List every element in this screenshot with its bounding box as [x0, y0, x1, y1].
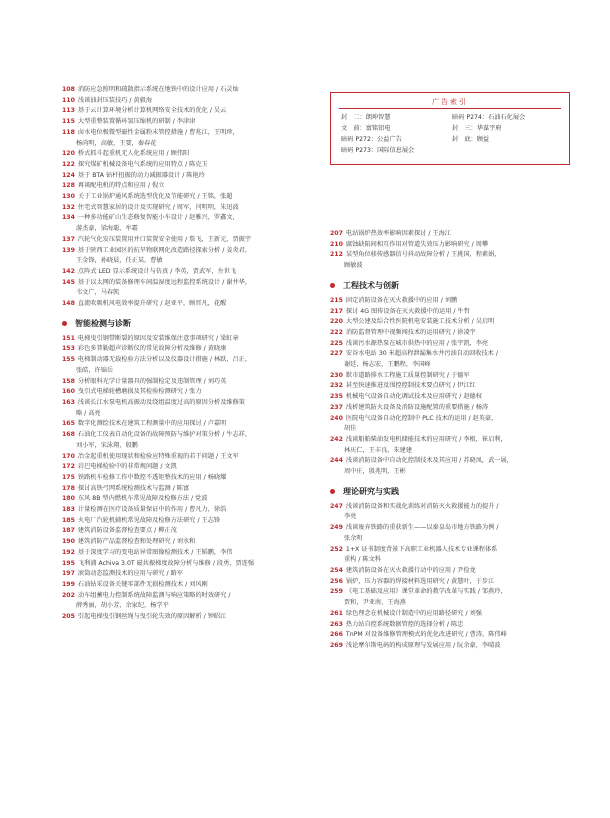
entry-list-right-c	[330, 502, 575, 652]
right-column	[330, 229, 575, 652]
toc-entry	[62, 149, 317, 160]
entry-title: 大型重整装置循环氢压缩机的研制 / 李津津	[77, 118, 196, 126]
ad-index-title: 广告索引	[432, 98, 468, 106]
entry-title: 浅谈污水源热泵在城市供热中的应用 / 张宇凯，李亮	[345, 339, 489, 347]
page-number: 108	[62, 86, 75, 93]
toc-entry	[330, 609, 575, 620]
page-number: 118	[62, 128, 75, 136]
entry-title: 甚至快速推进及围控控制技术要点研究 / 伊江红	[345, 382, 476, 390]
entry-title: 石油化工仪表自动化设备的故障预防与维护对策分析 / 牛志祥，	[77, 431, 252, 439]
entry-title: 王金锋，孙晓晨，任正某，曹敏	[76, 257, 163, 265]
entry-title: 曳引式电梯轮槽磨损及其检验检测研究 / 张力	[77, 388, 202, 396]
entry-title: 重构 / 陈文科	[344, 556, 381, 564]
page-number: 230	[330, 371, 343, 379]
page-number: 165	[62, 420, 75, 428]
toc-entry	[62, 278, 317, 289]
entry-title: 再谈配电机的特点和应用 / 倪立	[77, 182, 165, 190]
ad-index-divider	[339, 108, 561, 109]
toc-entry	[62, 235, 317, 246]
entry-title: 探究煤矿机械设备电气系统的应用特点 / 陈克玉	[77, 160, 208, 168]
page-number: 220	[330, 318, 343, 326]
entry-title: 浅析建筑防火设备及消防设施配置的重要措施 / 杨涛	[345, 403, 489, 411]
ad-index-cell: 暗码 P272：公益广告	[341, 136, 402, 143]
toc-entry	[62, 591, 317, 602]
toc-entry	[330, 566, 575, 577]
page-number: 269	[330, 641, 343, 649]
page-number: 235	[330, 393, 343, 401]
toc-entry	[62, 299, 317, 310]
page-number: 225	[330, 339, 343, 347]
entry-title: 刘小军，宋泳翔，殷鹏	[76, 441, 138, 449]
entry-title: 胡佳	[344, 425, 357, 433]
entry-title: 韦文广，马春凯	[76, 289, 120, 297]
toc-entry	[330, 296, 575, 307]
entry-title: 机械电气设备自动化调试技术及应用研究 / 赵德权	[345, 393, 482, 401]
toc-entry	[330, 349, 575, 360]
toc-entry	[62, 516, 317, 527]
entry-title: TnPM 对设备维修管理模式的优化改进研究 / 曹涛，陈伟峰	[345, 631, 507, 639]
page-number: 113	[62, 107, 75, 115]
ad-index-cell: 文 前：富铭铝电	[341, 125, 391, 132]
toc-entry	[330, 339, 575, 350]
entry-title: 住宅式智慧家居的设计及实现研究 / 周军，闫明明，朱迅波	[77, 203, 239, 211]
entry-title: 分析眼科光学计量器具的强制检定及违制管理 / 刘巧英	[77, 377, 227, 385]
entry-title: 浅谈油封压装技巧 / 黄毅海	[77, 96, 153, 104]
toc-entry	[330, 502, 575, 513]
toc-entry	[62, 398, 317, 409]
entry-title: 卤水电位极微型磁性金属粉末管控措施 / 曹兆江，王明珍，	[77, 128, 239, 136]
page-number: 212	[330, 251, 343, 259]
page-number: 242	[330, 435, 343, 443]
entry-title: 基于云计算环境分析计算机网络安全技术的优化 / 吴云	[77, 107, 227, 115]
bullet-dot-icon	[330, 283, 335, 288]
page-number: 192	[62, 548, 75, 556]
toc-entry	[330, 446, 575, 457]
toc-entry	[62, 387, 317, 398]
page-number: 210	[330, 240, 343, 248]
entry-title: 谢廷，杨志宏，王鹏程，李国峰	[344, 361, 431, 369]
ad-index-row	[341, 134, 563, 145]
entry-title: 张皓，许锦岳	[76, 366, 114, 374]
page-number: 172	[62, 463, 75, 471]
page-number: 205	[62, 613, 75, 621]
toc-entry	[330, 328, 575, 339]
toc-entry	[62, 377, 317, 388]
ad-index-items	[341, 112, 563, 156]
section-heading-label: 智能检测与诊断	[75, 318, 131, 328]
entry-title: 浅谈消防设备中自动化控制技术及其应用 / 苏晓凤，武一展，	[345, 457, 513, 465]
entry-title: 建筑消防设备在灭火救援行动中的应用 / 尹俭龙	[345, 566, 476, 574]
toc-entry	[62, 612, 317, 623]
toc-entry	[330, 317, 575, 328]
toc-entry	[330, 587, 575, 598]
toc-entry	[330, 403, 575, 414]
entry-title: 腐蚀缺陷间相互作用对管道失效压力影响研究 / 周攀	[345, 240, 489, 248]
entry-title: 石油钻采设备关键零部件无损检测技术 / 刘风刚	[77, 580, 208, 588]
toc-entry	[62, 366, 317, 377]
entry-title: 滚筒动态监测技术的应用与研究 / 路军	[77, 570, 183, 578]
toc-entry	[62, 171, 317, 182]
page-number: 128	[62, 182, 75, 190]
page-number: 202	[62, 591, 75, 599]
ad-index-cell: 封 底：顾益	[452, 136, 490, 143]
page-number: 195	[62, 559, 75, 567]
ad-index-row	[341, 145, 563, 156]
entry-title: 点阵式 LED 显示系统设计与仿真 / 李英，贾武军，左世飞	[77, 267, 237, 275]
entry-title: 一种多功能矿山生态修复智能小车设计 / 赵雅兴，罗鑫文，	[77, 214, 239, 222]
entry-title: 固定消防设备在灭火救援中的应用 / 刘鹏	[345, 296, 458, 304]
section-heading-intelligent-detection	[62, 318, 317, 329]
toc-entry	[330, 307, 575, 318]
entry-title: 绿色理念在机械设计制造中的应用路径研究 / 刘强	[345, 609, 482, 617]
toc-entry	[62, 85, 317, 96]
entry-title: 冶金起重机使用现状和检验应特殊重视的若干问题 / 王文军	[77, 452, 239, 460]
toc-entry	[330, 371, 575, 382]
toc-entry	[62, 548, 317, 559]
ad-index-cell: 暗码 P274：石油石化展会	[452, 114, 526, 121]
page-number: 247	[330, 502, 343, 510]
toc-entry	[62, 106, 317, 117]
toc-entry	[62, 117, 317, 128]
entry-title: 浅谈消防设备和实战化训练对消防灭火救援能力的提升 /	[345, 502, 499, 510]
entry-title: 李亮	[344, 513, 357, 521]
entry-title: 直流吹吸机风电效率提升研究 / 赵亚平，顾晋凡，花醒	[77, 300, 227, 308]
toc-entry	[62, 473, 317, 484]
toc-entry	[62, 452, 317, 463]
toc-entry	[62, 160, 317, 171]
entry-title: 建筑消防设备监督检查要点 / 柳正茂	[77, 527, 177, 535]
page-number: 168	[62, 431, 75, 439]
toc-entry	[62, 409, 317, 420]
entry-title: 浅谈长江水泵电机高振动及绕组温度过高的原因分析及维修策	[77, 398, 245, 406]
toc-entry	[330, 545, 575, 556]
entry-title: 略 / 高亮	[76, 409, 101, 417]
toc-entry	[62, 334, 317, 345]
entry-title: 东风 8B 型内燃机车常见故障及检修方法 / 党波	[77, 495, 208, 503]
section-heading-label: 理论研究与实践	[343, 486, 399, 496]
page-number: 207	[330, 230, 343, 237]
toc-entry	[62, 192, 317, 203]
entry-title: 基于深度学习的变电站异常图像检测技术 / 王韬鹏，李伟	[77, 548, 233, 556]
toc-entry	[62, 224, 317, 235]
entry-title: 汽轮气化发压装置用并口装置安全使用 / 詹飞，王新元，贾振宇	[77, 235, 252, 243]
entry-title: 浅论摩尔斯电码的构成原理与发展应用 / 阮余豪，李晴波	[345, 641, 501, 649]
entry-list-right-b	[330, 296, 575, 478]
entry-title: 杨尚明，高敏，王要，秦春花	[76, 139, 157, 147]
page-number: 244	[330, 457, 343, 465]
toc-entry	[62, 213, 317, 224]
bullet-dot-icon	[62, 321, 67, 326]
page-number: 227	[330, 350, 343, 358]
toc-entry	[62, 344, 317, 355]
page-number: 180	[62, 495, 75, 503]
ad-index-box	[330, 92, 570, 165]
page-number: 145	[62, 278, 75, 286]
entry-title: 某型角位移传感器信号抖动故障分析 / 王挑国，程素娟，	[345, 251, 501, 259]
entry-title: 引起电梯曳引钢丝绳与曳引轮失效的原因解析 / 钟昭江	[77, 613, 227, 621]
page-number: 183	[62, 506, 75, 514]
page-number: 256	[330, 577, 343, 585]
entry-title: 关于工业锅炉通风系统选型优化及节能研究 / 王铭，张超	[77, 193, 233, 201]
page-number: 148	[62, 300, 75, 308]
page-number: 197	[62, 570, 75, 578]
left-column	[62, 85, 317, 623]
entry-title: 默市道路排水工程施工质量控制研究 / 于德军	[345, 371, 470, 379]
ad-index-cell	[452, 145, 563, 156]
ad-index-row	[341, 112, 563, 123]
toc-entry	[330, 240, 575, 251]
entry-title: 建筑消防产品监督检查和处理研究 / 刘水和	[77, 538, 196, 546]
section-heading-label: 工程技术与创新	[343, 280, 399, 290]
entry-title: 数字化测绘技术在建筑工程测量中的应用探讨 / 卢嘉明	[77, 420, 227, 428]
toc-entry	[62, 537, 317, 548]
page-number: 222	[330, 328, 343, 336]
entry-title: 大型公建及综合性医院机电安装施工技术分析 / 吴启明	[345, 318, 495, 326]
page-number: 263	[330, 620, 343, 628]
toc-entry	[62, 484, 317, 495]
page-number: 130	[62, 193, 75, 201]
entry-title: 《电工基础及应用》课堂革命的教学改革与实践 / 邹燕玲，	[345, 588, 507, 596]
entry-title: 基于 BTA 钻杆扭振的动力减振器设计 / 陈艳玲	[77, 171, 205, 179]
page-number: 158	[62, 377, 75, 385]
entry-title: 消防监督管理中视频闯技术的运用研究 / 徐凌宇	[345, 328, 476, 336]
entry-list-right-a	[330, 229, 575, 272]
entry-title: 彩色多普勒超声诊断仪的常见故障分析及维修 / 黄晓康	[77, 345, 227, 353]
toc-entry	[62, 559, 317, 570]
toc-entry	[62, 256, 317, 267]
toc-entry	[62, 494, 317, 505]
entry-title: 火电厂汽轮机辅机常见故障及检修方法研究 / 王志锋	[77, 516, 221, 524]
entry-title: 贾和，尹亚南，王海燕	[344, 599, 406, 607]
entry-title: 安谷水电站 30 米超高程泄漏集水井污油自动回收技术 /	[345, 350, 498, 358]
entry-title: 基于陕西工业园区的抗旱物联网化改造路径探索分析 / 姜炎君，	[77, 246, 252, 254]
toc-entry	[62, 267, 317, 278]
entry-title: 电梯曳引钢带断裂的原因及安装维保注意事项研究 / 梁虹章	[77, 334, 239, 342]
entry-title: 锅炉，压力容器的焊接材料选用研究 / 黄慧叶，于步江	[345, 577, 495, 585]
toc-entry	[330, 512, 575, 523]
toc-entry	[330, 261, 575, 272]
toc-entry	[62, 601, 317, 612]
page-number: 232	[330, 382, 343, 390]
toc-entry	[62, 430, 317, 441]
toc-entry	[62, 462, 317, 473]
toc-entry	[62, 128, 317, 139]
toc-entry	[62, 181, 317, 192]
page-number: 215	[330, 296, 343, 304]
section-heading-theory	[330, 486, 575, 497]
bullet-dot-icon	[330, 489, 335, 494]
toc-entry	[330, 598, 575, 609]
page-number: 134	[62, 214, 75, 222]
page-number: 160	[62, 388, 75, 396]
entry-title: 动车组蓄电力控制系统故障监测与响应策略的时效研究 /	[77, 591, 231, 599]
page-number: 259	[330, 588, 343, 596]
toc-entry	[62, 355, 317, 366]
page-number: 175	[62, 473, 75, 481]
page-number: 199	[62, 580, 75, 588]
page-number: 217	[330, 307, 343, 315]
toc-entry	[330, 424, 575, 435]
entry-list-left-a	[62, 85, 317, 310]
page-number: 254	[330, 566, 343, 574]
toc-entry	[330, 414, 575, 425]
entry-title: 浅谈废弃铁路的重获新生——以秦皇岛市地方铁路为例 /	[345, 524, 499, 532]
page-number: 153	[62, 345, 75, 353]
page-number: 178	[62, 484, 75, 492]
toc-entry	[62, 419, 317, 430]
page-number: 190	[62, 538, 75, 546]
toc-entry	[62, 526, 317, 537]
entry-title: 周中庄，殷兆明，王彬	[344, 468, 406, 476]
entry-title: 消防应急照明和疏散指示系统在地铁中的设计应用 / 石灵灿	[77, 86, 239, 93]
toc-entry	[330, 456, 575, 467]
entry-title: 游杰豪，梁海聪，牟霜	[76, 225, 138, 233]
entry-title: 计量检测在医疗设备质量保证中的作用 / 曹凡力，徐浩	[77, 506, 227, 514]
entry-title: 电梯制动器无载检验方法分析以及仪器设计措施 / 林跃，吕正，	[77, 356, 252, 364]
page-number: 139	[62, 246, 75, 254]
toc-entry	[330, 467, 575, 478]
toc-entry	[62, 96, 317, 107]
entry-title: 张余明	[344, 534, 363, 542]
page-number: 120	[62, 150, 75, 158]
toc-entry	[62, 505, 317, 516]
toc-entry	[330, 250, 575, 261]
page-number: 185	[62, 516, 75, 524]
page-number: 266	[330, 631, 343, 639]
entry-title: 医院电气设备自动化控制中 PLC 技术的运用 / 赵英豪，	[345, 414, 498, 422]
entry-title: 浅谈船舶柴油发电机储能技术的应用研究 / 李根，崔启利，	[345, 435, 507, 443]
page-number: 151	[62, 334, 75, 342]
page-number: 155	[62, 356, 75, 364]
toc-entry	[62, 139, 317, 150]
entry-title: 岩巴电梯检验中的非常规问题 / 文凯	[77, 463, 177, 471]
entry-title: 电站锅炉热效率影响因素探讨 / 王海江	[345, 230, 451, 237]
entry-title: 飞利浦 Achiva 3.0T 磁共振梯度故障分析与维修 / 段勇，贾连强	[77, 559, 255, 567]
page-number: 124	[62, 171, 75, 179]
entry-title: 1+X 证书制度背景下高职工业机器人技术专业课程体系	[345, 545, 498, 553]
page-number: 132	[62, 203, 75, 211]
entry-title: 探讨 4G 图传设备在灭火救援中的运用 / 牛哲	[345, 307, 470, 315]
toc-entry	[330, 620, 575, 631]
page-number: 142	[62, 267, 75, 275]
entry-title: 基于以太网的装备修理车间温湿度远程监控系统设计 / 谢井华，	[77, 278, 252, 286]
toc-entry	[62, 203, 317, 214]
toc-entry	[330, 229, 575, 240]
page-number: 170	[62, 452, 75, 460]
entry-list-left-b	[62, 334, 317, 623]
entry-title: 铁路机车检修工作中数控不透矩整技术的应用 / 杨晓耀	[77, 473, 227, 481]
toc-entry	[62, 246, 317, 257]
toc-entry	[62, 441, 317, 452]
page-number: 137	[62, 235, 75, 243]
page-number: 110	[62, 96, 75, 104]
page-number: 187	[62, 527, 75, 535]
entry-title: 热力站自控系统数据管控的选择分析 / 陈忠	[345, 620, 464, 628]
toc-entry	[330, 577, 575, 588]
toc-entry	[330, 641, 575, 652]
page-number: 115	[62, 118, 75, 126]
toc-entry	[62, 288, 317, 299]
page-number: 163	[62, 398, 75, 406]
toc-entry	[62, 580, 317, 591]
toc-entry	[330, 523, 575, 534]
entry-title: 探讨高铁弓网系统检测技术与监测 / 陈富	[77, 484, 190, 492]
entry-title: 桥式抓斗起重机无人化系统应用 / 顾伟阳	[77, 150, 190, 158]
section-heading-engineering	[330, 280, 575, 291]
ad-index-cell: 暗码 P273：国际信息展会	[341, 147, 415, 154]
page-number: 249	[330, 524, 343, 532]
toc-entry	[62, 569, 317, 580]
entry-title: 林庆仁，王丰良，朱建建	[344, 446, 413, 454]
entry-title: 顾敏波	[344, 262, 363, 270]
toc-entry	[330, 630, 575, 641]
page-number: 240	[330, 414, 343, 422]
toc-entry	[330, 534, 575, 545]
page-number: 252	[330, 545, 343, 553]
toc-entry	[330, 381, 575, 392]
ad-index-cell: 封 三：华谋宇府	[452, 125, 502, 132]
toc-entry	[330, 360, 575, 371]
page-number: 261	[330, 609, 343, 617]
toc-entry	[330, 435, 575, 446]
ad-index-row	[341, 123, 563, 134]
page-number: 237	[330, 403, 343, 411]
ad-index-cell: 封 二：朗坤智慧	[341, 114, 391, 121]
toc-entry	[330, 392, 575, 403]
toc-entry	[330, 555, 575, 566]
page-number: 122	[62, 160, 75, 168]
entry-title: 薛秀丽，胡小芳，余家纪，杨学平	[76, 602, 169, 610]
